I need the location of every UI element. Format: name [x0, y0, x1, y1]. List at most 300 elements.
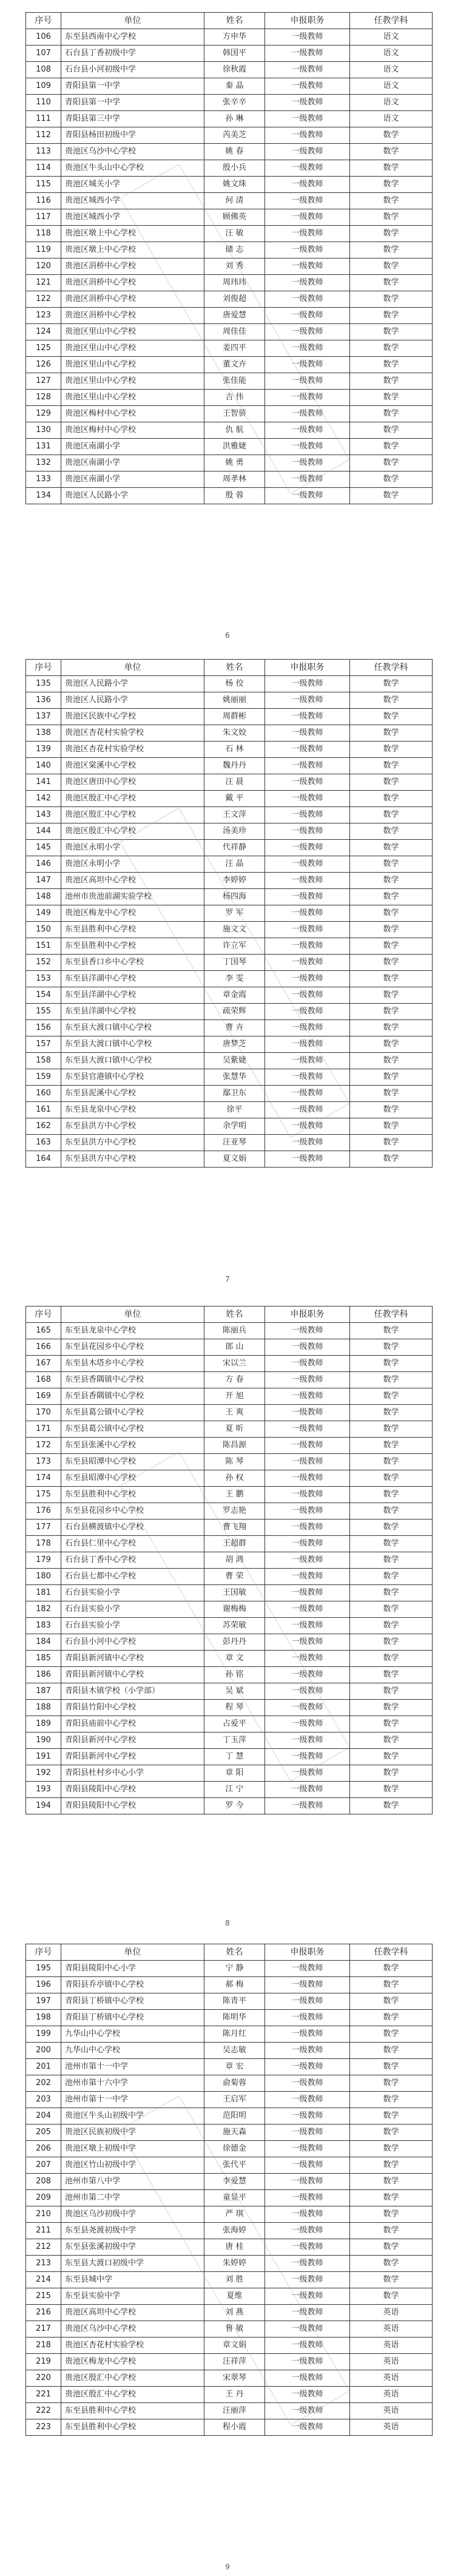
cell-unit: 东至县胜利中心学校	[61, 2403, 204, 2419]
cell-seq: 199	[26, 2026, 61, 2043]
cell-seq: 124	[26, 324, 61, 340]
cell-name: 夏维	[204, 2288, 265, 2305]
cell-name: 代祥静	[204, 840, 265, 856]
cell-seq: 196	[26, 1977, 61, 1993]
cell-title: 一级教师	[265, 823, 350, 840]
cell-name: 施文文	[204, 922, 265, 938]
cell-name: 俞菊蓉	[204, 2075, 265, 2092]
cell-seq: 170	[26, 1405, 61, 1421]
roster-table	[25, 12, 433, 504]
cell-title: 一级教师	[265, 1053, 350, 1069]
cell-subject: 数学	[350, 1552, 433, 1569]
table-row	[26, 2141, 433, 2157]
cell-name: 疏荣辉	[204, 1004, 265, 1020]
cell-unit: 贵池区殷汇中心学校	[61, 807, 204, 823]
cell-unit: 池州市第二中学	[61, 2190, 204, 2206]
cell-subject: 数学	[350, 308, 433, 324]
cell-seq: 123	[26, 308, 61, 324]
cell-unit: 贵池区城西小学	[61, 193, 204, 209]
cell-name: 陈丽兵	[204, 1323, 265, 1339]
cell-name: 刘 燕	[204, 2305, 265, 2321]
cell-name: 秦 晶	[204, 78, 265, 95]
table-row	[26, 2223, 433, 2239]
cell-name: 唐 桂	[204, 2239, 265, 2256]
cell-name: 储 志	[204, 242, 265, 259]
cell-name: 徐平	[204, 1102, 265, 1118]
cell-unit: 贵池区梅龙中心学校	[61, 905, 204, 922]
cell-subject: 语文	[350, 62, 433, 78]
cell-seq: 151	[26, 938, 61, 955]
roster-table	[25, 1306, 433, 1814]
table-row	[26, 1069, 433, 1086]
cell-title: 一级教师	[265, 439, 350, 455]
table-row	[26, 177, 433, 193]
cell-title: 一级教师	[265, 1020, 350, 1036]
cell-title: 一级教师	[265, 1339, 350, 1356]
header-unit: 单位	[61, 1307, 204, 1323]
cell-unit: 石台县横渡镇中心学校	[61, 1520, 204, 1536]
cell-subject: 英语	[350, 2370, 433, 2387]
document-page	[0, 1288, 455, 1932]
header-seq: 序号	[26, 1307, 61, 1323]
cell-subject: 语文	[350, 29, 433, 46]
cell-subject: 数学	[350, 1977, 433, 1993]
table-row	[26, 1118, 433, 1135]
cell-subject: 数学	[350, 889, 433, 905]
cell-unit: 青阳县第一中学	[61, 78, 204, 95]
cell-unit: 贵池区民族中心学校	[61, 709, 204, 725]
cell-unit: 贵池区涓桥中心学校	[61, 291, 204, 308]
cell-name: 李婷婷	[204, 873, 265, 889]
cell-unit: 池州市第十一中学	[61, 2092, 204, 2108]
cell-unit: 池州市第八中学	[61, 2174, 204, 2190]
table-row	[26, 2157, 433, 2174]
cell-title: 一级教师	[265, 2272, 350, 2288]
cell-name: 王 爽	[204, 1405, 265, 1421]
cell-subject: 数学	[350, 472, 433, 488]
cell-title: 一级教师	[265, 2092, 350, 2108]
cell-unit: 贵池区梅村中心学校	[61, 406, 204, 422]
cell-name: 石 林	[204, 742, 265, 758]
cell-seq: 136	[26, 692, 61, 709]
cell-unit: 贵池区里山中心学校	[61, 357, 204, 373]
cell-unit: 青阳县丁桥镇中心学校	[61, 2010, 204, 2026]
cell-title: 一级教师	[265, 1993, 350, 2010]
cell-seq: 193	[26, 1782, 61, 1798]
table-row	[26, 1421, 433, 1438]
cell-subject: 数学	[350, 160, 433, 177]
cell-subject: 数学	[350, 1356, 433, 1372]
cell-seq: 118	[26, 226, 61, 242]
cell-name: 周佳佳	[204, 324, 265, 340]
cell-seq: 217	[26, 2321, 61, 2338]
cell-name: 罗 今	[204, 1798, 265, 1814]
cell-unit: 贵池区棠溪中心学校	[61, 758, 204, 774]
cell-name: 王超群	[204, 1536, 265, 1552]
header-name: 姓名	[204, 1307, 265, 1323]
cell-unit: 石台县七都中心学校	[61, 1569, 204, 1585]
cell-unit: 石台县丁香初级中学	[61, 46, 204, 62]
cell-unit: 东至县尧渡初级中学	[61, 2223, 204, 2239]
cell-unit: 东至县官港镇中心学校	[61, 1069, 204, 1086]
table-row	[26, 2174, 433, 2190]
cell-seq: 122	[26, 291, 61, 308]
cell-unit: 青阳县新河镇中心学校	[61, 1667, 204, 1683]
cell-unit: 贵池区涓桥中心学校	[61, 259, 204, 275]
cell-name: 严 琪	[204, 2206, 265, 2223]
cell-title: 一级教师	[265, 1438, 350, 1454]
cell-subject: 数学	[350, 2043, 433, 2059]
cell-subject: 数学	[350, 742, 433, 758]
page-number: 9	[225, 2563, 230, 2571]
cell-seq: 167	[26, 1356, 61, 1372]
cell-seq: 113	[26, 144, 61, 160]
header-subject: 任教学科	[350, 660, 433, 676]
cell-name: 章 宏	[204, 2059, 265, 2075]
table-row	[26, 2419, 433, 2436]
table-row	[26, 373, 433, 390]
table-row	[26, 1651, 433, 1667]
header-unit: 单位	[61, 660, 204, 676]
header-subject: 任教学科	[350, 1307, 433, 1323]
cell-subject: 英语	[350, 2305, 433, 2321]
cell-unit: 东至县香隅镇中心学校	[61, 1372, 204, 1388]
cell-unit: 贵池区南湖小学	[61, 455, 204, 472]
table-row	[26, 1733, 433, 1749]
cell-title: 一级教师	[265, 2256, 350, 2272]
cell-title: 一级教师	[265, 1733, 350, 1749]
cell-seq: 207	[26, 2157, 61, 2174]
cell-unit: 东至县泥溪中心学校	[61, 1086, 204, 1102]
cell-unit: 青阳县庙前中心学校	[61, 1716, 204, 1733]
cell-unit: 青阳县陵阳中心小学	[61, 1961, 204, 1977]
cell-unit: 贵池区梅村中心学校	[61, 422, 204, 439]
table-row	[26, 259, 433, 275]
cell-subject: 数学	[350, 1405, 433, 1421]
table-row	[26, 823, 433, 840]
cell-seq: 221	[26, 2387, 61, 2403]
cell-title: 一级教师	[265, 2190, 350, 2206]
document-page	[0, 1932, 455, 2575]
cell-unit: 贵池区永明小学	[61, 840, 204, 856]
cell-name: 周群彬	[204, 709, 265, 725]
cell-subject: 数学	[350, 1470, 433, 1487]
cell-title: 一级教师	[265, 938, 350, 955]
cell-name: 程 琴	[204, 1700, 265, 1716]
cell-seq: 163	[26, 1135, 61, 1151]
cell-seq: 129	[26, 406, 61, 422]
cell-title: 一级教师	[265, 1102, 350, 1118]
cell-seq: 187	[26, 1683, 61, 1700]
cell-unit: 东至县西南中心学校	[61, 29, 204, 46]
cell-seq: 156	[26, 1020, 61, 1036]
cell-seq: 128	[26, 390, 61, 406]
cell-name: 徐德金	[204, 2141, 265, 2157]
cell-title: 一级教师	[265, 357, 350, 373]
cell-subject: 数学	[350, 1585, 433, 1601]
cell-name: 汪 敏	[204, 226, 265, 242]
cell-subject: 英语	[350, 2354, 433, 2370]
cell-unit: 东至县葛公镇中心学校	[61, 1405, 204, 1421]
table-row	[26, 2321, 433, 2338]
table-row	[26, 488, 433, 504]
cell-subject: 数学	[350, 774, 433, 791]
cell-name: 罗 军	[204, 905, 265, 922]
cell-title: 一级教师	[265, 1569, 350, 1585]
cell-name: 仇 航	[204, 422, 265, 439]
cell-title: 一级教师	[265, 971, 350, 987]
cell-subject: 数学	[350, 144, 433, 160]
cell-name: 董文卉	[204, 357, 265, 373]
cell-seq: 180	[26, 1569, 61, 1585]
cell-title: 一级教师	[265, 1086, 350, 1102]
cell-seq: 126	[26, 357, 61, 373]
table-row	[26, 2272, 433, 2288]
table-row	[26, 1618, 433, 1634]
cell-seq: 200	[26, 2043, 61, 2059]
cell-unit: 贵池区乌沙中心学校	[61, 144, 204, 160]
cell-title: 一级教师	[265, 29, 350, 46]
cell-seq: 213	[26, 2256, 61, 2272]
cell-title: 一级教师	[265, 2010, 350, 2026]
cell-name: 陈昌源	[204, 1438, 265, 1454]
cell-unit: 贵池区殷汇中心学校	[61, 2370, 204, 2387]
cell-subject: 数学	[350, 2223, 433, 2239]
cell-subject: 数学	[350, 1683, 433, 1700]
cell-seq: 169	[26, 1388, 61, 1405]
cell-name: 杨 佼	[204, 676, 265, 692]
document-page	[0, 644, 455, 1288]
cell-title: 一级教师	[265, 2419, 350, 2436]
table-row	[26, 1004, 433, 1020]
cell-name: 孙 权	[204, 1470, 265, 1487]
cell-seq: 177	[26, 1520, 61, 1536]
cell-unit: 石台县丁香中心学校	[61, 1552, 204, 1569]
cell-seq: 119	[26, 242, 61, 259]
page-number: 6	[225, 631, 230, 640]
cell-subject: 数学	[350, 2108, 433, 2125]
cell-subject: 数学	[350, 1569, 433, 1585]
cell-title: 一级教师	[265, 1323, 350, 1339]
cell-title: 一级教师	[265, 2239, 350, 2256]
cell-unit: 贵池区城关小学	[61, 177, 204, 193]
table-row	[26, 1102, 433, 1118]
cell-name: 夏 昕	[204, 1421, 265, 1438]
table-row	[26, 340, 433, 357]
cell-subject: 数学	[350, 2026, 433, 2043]
cell-unit: 东至县胜利中心学校	[61, 2419, 204, 2436]
cell-subject: 数学	[350, 1798, 433, 1814]
cell-subject: 数学	[350, 1993, 433, 2010]
cell-seq: 186	[26, 1667, 61, 1683]
cell-name: 鲁 敏	[204, 2321, 265, 2338]
table-row	[26, 1569, 433, 1585]
cell-seq: 112	[26, 127, 61, 144]
cell-subject: 数学	[350, 1036, 433, 1053]
cell-subject: 数学	[350, 791, 433, 807]
cell-subject: 数学	[350, 2059, 433, 2075]
cell-seq: 134	[26, 488, 61, 504]
cell-title: 一级教师	[265, 2387, 350, 2403]
cell-name: 宋以兰	[204, 1356, 265, 1372]
cell-subject: 数学	[350, 1421, 433, 1438]
table-row	[26, 758, 433, 774]
cell-seq: 141	[26, 774, 61, 791]
cell-unit: 东至县花园乡中心学校	[61, 1503, 204, 1520]
cell-unit: 东至县胜利中心学校	[61, 938, 204, 955]
cell-subject: 数学	[350, 439, 433, 455]
cell-seq: 159	[26, 1069, 61, 1086]
cell-title: 一级教师	[265, 2059, 350, 2075]
cell-title: 一级教师	[265, 987, 350, 1004]
cell-name: 韩国平	[204, 46, 265, 62]
cell-unit: 贵池区人民路小学	[61, 676, 204, 692]
cell-unit: 东至县洪方中心学校	[61, 1118, 204, 1135]
cell-unit: 东至县花园乡中心学校	[61, 1339, 204, 1356]
cell-title: 一级教师	[265, 2125, 350, 2141]
cell-title: 一级教师	[265, 308, 350, 324]
cell-name: 章文娟	[204, 2338, 265, 2354]
cell-name: 张代平	[204, 2157, 265, 2174]
cell-subject: 数学	[350, 193, 433, 209]
cell-unit: 贵池区杏花村实验学校	[61, 725, 204, 742]
cell-subject: 语文	[350, 111, 433, 127]
cell-seq: 117	[26, 209, 61, 226]
cell-title: 一级教师	[265, 127, 350, 144]
cell-title: 一级教师	[265, 2354, 350, 2370]
cell-title: 一级教师	[265, 1700, 350, 1716]
cell-unit: 池州市第十一中学	[61, 2059, 204, 2075]
cell-unit: 池州市贵池前湖实验学校	[61, 889, 204, 905]
cell-seq: 208	[26, 2174, 61, 2190]
cell-subject: 数学	[350, 209, 433, 226]
cell-unit: 石台县小河初级中学	[61, 62, 204, 78]
table-row	[26, 1135, 433, 1151]
cell-seq: 111	[26, 111, 61, 127]
table-row	[26, 209, 433, 226]
cell-name: 谢梅梅	[204, 1601, 265, 1618]
cell-subject: 数学	[350, 1733, 433, 1749]
table-row	[26, 2206, 433, 2223]
cell-name: 章 阳	[204, 1765, 265, 1782]
cell-title: 一级教师	[265, 160, 350, 177]
table-row	[26, 2305, 433, 2321]
table-row	[26, 1993, 433, 2010]
cell-subject: 数学	[350, 1536, 433, 1552]
cell-seq: 215	[26, 2288, 61, 2305]
cell-title: 一级教师	[265, 2206, 350, 2223]
cell-name: 王文萍	[204, 807, 265, 823]
cell-seq: 138	[26, 725, 61, 742]
cell-subject: 数学	[350, 1700, 433, 1716]
cell-unit: 贵池区杏花村实验学校	[61, 742, 204, 758]
cell-name: 殷小兵	[204, 160, 265, 177]
table-row	[26, 2075, 433, 2092]
cell-name: 施天森	[204, 2125, 265, 2141]
cell-seq: 164	[26, 1151, 61, 1168]
cell-subject: 数学	[350, 1069, 433, 1086]
cell-unit: 青阳县第三中学	[61, 111, 204, 127]
cell-name: 郝 梅	[204, 1977, 265, 1993]
cell-unit: 东至县龙泉中心学校	[61, 1102, 204, 1118]
cell-name: 魏丹丹	[204, 758, 265, 774]
table-row	[26, 1086, 433, 1102]
cell-title: 一级教师	[265, 2174, 350, 2190]
cell-name: 徐秋霞	[204, 62, 265, 78]
cell-title: 一级教师	[265, 2288, 350, 2305]
header-title: 申报职务	[265, 1307, 350, 1323]
cell-title: 一级教师	[265, 1520, 350, 1536]
cell-seq: 146	[26, 856, 61, 873]
cell-unit: 石台县实验小学	[61, 1601, 204, 1618]
cell-name: 陈明华	[204, 2010, 265, 2026]
cell-title: 一级教师	[265, 1118, 350, 1135]
table-row	[26, 1036, 433, 1053]
table-row	[26, 676, 433, 692]
table-row	[26, 1716, 433, 1733]
cell-title: 一级教师	[265, 889, 350, 905]
cell-subject: 数学	[350, 2256, 433, 2272]
cell-subject: 数学	[350, 676, 433, 692]
cell-name: 张佳能	[204, 373, 265, 390]
table-row	[26, 725, 433, 742]
table-row	[26, 955, 433, 971]
cell-unit: 石台县实验小学	[61, 1618, 204, 1634]
cell-seq: 209	[26, 2190, 61, 2206]
table-row	[26, 357, 433, 373]
cell-seq: 183	[26, 1618, 61, 1634]
cell-title: 一级教师	[265, 1135, 350, 1151]
table-row	[26, 1585, 433, 1601]
cell-name: 王启军	[204, 2092, 265, 2108]
document-page	[0, 0, 455, 644]
cell-unit: 东至县洋湖中心学校	[61, 1004, 204, 1020]
cell-title: 一级教师	[265, 1388, 350, 1405]
cell-subject: 数学	[350, 725, 433, 742]
cell-name: 范阳明	[204, 2108, 265, 2125]
cell-name: 余学明	[204, 1118, 265, 1135]
cell-title: 一级教师	[265, 62, 350, 78]
cell-name: 苏荣敏	[204, 1618, 265, 1634]
cell-seq: 165	[26, 1323, 61, 1339]
cell-title: 一级教师	[265, 1749, 350, 1765]
cell-seq: 153	[26, 971, 61, 987]
table-row	[26, 971, 433, 987]
cell-name: 陈 琴	[204, 1454, 265, 1470]
cell-subject: 数学	[350, 177, 433, 193]
cell-subject: 数学	[350, 1020, 433, 1036]
cell-subject: 数学	[350, 340, 433, 357]
cell-title: 一级教师	[265, 791, 350, 807]
cell-seq: 176	[26, 1503, 61, 1520]
header-name: 姓名	[204, 660, 265, 676]
cell-seq: 145	[26, 840, 61, 856]
cell-seq: 219	[26, 2354, 61, 2370]
cell-unit: 贵池区南湖小学	[61, 439, 204, 455]
cell-unit: 贵池区唐田中心学校	[61, 774, 204, 791]
cell-unit: 青阳县新河中心学校	[61, 1733, 204, 1749]
cell-name: 李 雯	[204, 971, 265, 987]
table-row	[26, 1961, 433, 1977]
cell-subject: 数学	[350, 955, 433, 971]
table-row	[26, 193, 433, 209]
table-row	[26, 62, 433, 78]
cell-subject: 数学	[350, 291, 433, 308]
cell-subject: 数学	[350, 1487, 433, 1503]
table-row	[26, 2026, 433, 2043]
cell-name: 丁国琴	[204, 955, 265, 971]
cell-seq: 150	[26, 922, 61, 938]
